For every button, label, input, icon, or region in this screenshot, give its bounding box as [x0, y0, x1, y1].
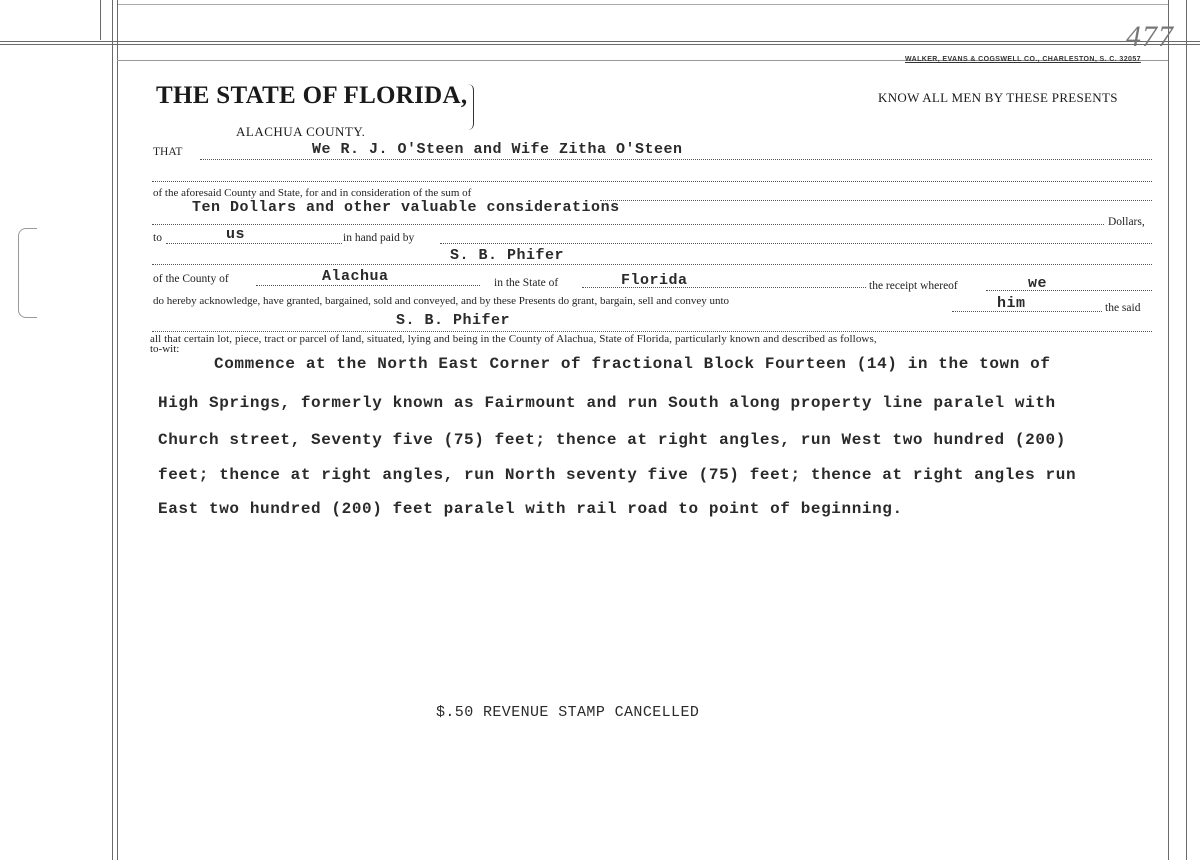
state-value: Florida [621, 272, 688, 289]
to-value: us [226, 226, 246, 243]
grantor-fill-line [200, 159, 1152, 160]
document-title: THE STATE OF FLORIDA, [156, 82, 468, 109]
state-label: in the State of [494, 277, 559, 289]
title-brace [465, 84, 474, 130]
county-label: of the County of [153, 273, 229, 285]
blank-fill-line [152, 181, 1152, 182]
receipt-fill-line [986, 290, 1152, 291]
left-edge-line [100, 0, 101, 40]
know-all-heading: KNOW ALL MEN BY THESE PRESENTS [878, 90, 1118, 105]
grantor-names: We R. J. O'Steen and Wife Zitha O'Steen [312, 141, 683, 158]
county-fill-line [256, 285, 480, 286]
left-margin-line-inner [117, 0, 118, 860]
to-wit-label: to-wit: [150, 343, 180, 355]
description-line-4: feet; thence at right angles, run North seventy five (75) feet; thence at right angles run [158, 466, 1077, 484]
consideration-amount: Ten Dollars and other valuable considerations [192, 199, 620, 216]
consideration-label: of the aforesaid County and State, for and in consideration of the sum of [153, 187, 472, 199]
unto-fill-line [952, 311, 1102, 312]
said-name: S. B. Phifer [396, 312, 511, 329]
page-number: 477 [1126, 20, 1174, 53]
grantee-fill-line [152, 264, 1152, 265]
dollars-label: Dollars, [1108, 216, 1145, 228]
the-said-label: the said [1105, 302, 1141, 314]
to-label: to [153, 232, 162, 244]
consideration-fill-line [600, 200, 1152, 201]
consideration-fill-line-2 [152, 224, 1104, 225]
conveyance-text: do hereby acknowledge, have granted, bargained, sold and conveyed, and by these Presents do grant, bargain, sell and convey unto [153, 295, 730, 307]
lot-text: all that certain lot, piece, tract or parcel of land, situated, lying and being in the County of Alachua, State of Florida, particularly known and described as follows, [150, 333, 877, 345]
description-line-1: Commence at the North East Corner of fractional Block Fourteen (14) in the town of [214, 355, 1051, 373]
revenue-stamp-note: $.50 REVENUE STAMP CANCELLED [436, 704, 700, 721]
unto-value: him [997, 295, 1026, 312]
receipt-label: the receipt whereof [869, 280, 958, 292]
said-fill-line [152, 331, 1152, 332]
binding-tab [18, 228, 37, 318]
left-margin-line [112, 0, 113, 860]
description-line-5: East two hundred (200) feet paralel with rail road to point of beginning. [158, 500, 903, 518]
grantee-name: S. B. Phifer [450, 247, 565, 264]
paid-by-label: in hand paid by [343, 232, 415, 244]
county-value: Alachua [322, 268, 389, 285]
to-fill-line [166, 243, 342, 244]
top-edge-line [118, 4, 1168, 5]
top-rule-2 [0, 44, 1200, 45]
receipt-value: we [1028, 275, 1048, 292]
top-rule [0, 41, 1200, 42]
paid-by-fill-line [440, 243, 1152, 244]
printer-imprint: WALKER, EVANS & COGSWELL CO., CHARLESTON, S. C. 32057 [905, 56, 1141, 63]
county-heading: ALACHUA COUNTY. [236, 124, 366, 139]
right-edge-line [1186, 0, 1187, 860]
right-margin-line [1168, 0, 1169, 860]
description-line-2: High Springs, formerly known as Fairmount and run South along property line paralel with [158, 394, 1056, 412]
that-label: THAT [153, 146, 183, 158]
description-line-3: Church street, Seventy five (75) feet; thence at right angles, run West two hundred (200) [158, 431, 1066, 449]
